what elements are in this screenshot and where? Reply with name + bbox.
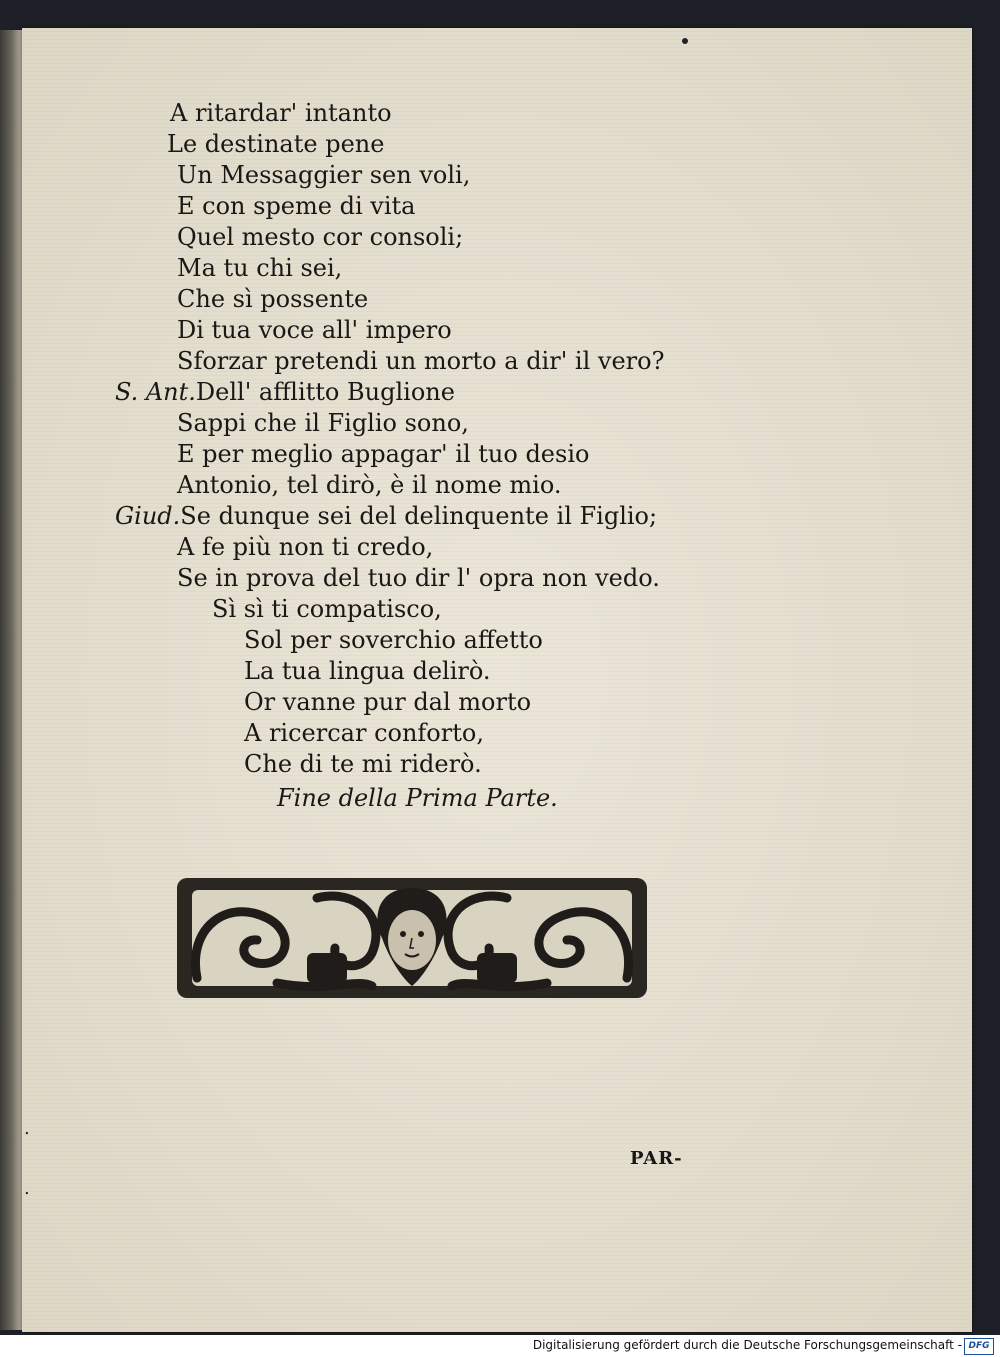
verse-line <box>22 98 972 129</box>
dfg-logo: DFG <box>964 1338 994 1355</box>
verse-line <box>22 656 972 687</box>
verse-line <box>22 532 972 563</box>
verse-line <box>22 687 972 718</box>
book-page <box>22 28 972 1332</box>
speaker-label: Giud. <box>115 502 181 530</box>
verse-text: Se in prova del tuo dir l' opra non vedo. <box>177 564 660 592</box>
verse-line <box>22 253 972 284</box>
verse-line <box>22 160 972 191</box>
verse-line <box>22 594 972 625</box>
end-of-part-title: Fine della Prima Parte. <box>277 784 558 812</box>
catchword: PAR- <box>630 1148 683 1169</box>
funding-credit: Digitalisierung gefördert durch die Deutsche Forschungsgemeinschaft - <box>532 1338 962 1352</box>
verse-line <box>22 284 972 315</box>
verse-text: Ma tu chi sei, <box>177 254 343 282</box>
verse-line <box>22 129 972 160</box>
verse-text: Un Messaggier sen voli, <box>177 161 471 189</box>
verse-line <box>22 439 972 470</box>
verse-line <box>22 408 972 439</box>
verse-line <box>22 346 972 377</box>
verse-text: Che sì possente <box>177 285 369 313</box>
verse-line <box>22 749 972 780</box>
verse-line <box>22 501 972 532</box>
verse-text: Sappi che il Figlio sono, <box>177 409 469 437</box>
verse-text: La tua lingua delirò. <box>244 657 491 685</box>
verse-text: E con speme di vita <box>177 192 416 220</box>
verse-line <box>22 377 972 408</box>
verse-text: Dell' afflitto Buglione <box>195 378 455 406</box>
digitization-footer <box>0 1335 1000 1357</box>
verse-text: Le destinate pene <box>167 130 385 158</box>
verse-line <box>22 625 972 656</box>
verse-line <box>22 191 972 222</box>
margin-bleed-mark: . <box>24 1178 30 1199</box>
verse-text: A ritardar' intanto <box>170 99 392 127</box>
verse-text: Or vanne pur dal morto <box>244 688 532 716</box>
verse-text: Sol per soverchio affetto <box>244 626 543 654</box>
verse-text: Sforzar pretendi un morto a dir' il vero? <box>177 347 665 375</box>
verse-line <box>22 470 972 501</box>
verse-line <box>22 563 972 594</box>
verse-text: Quel mesto cor consoli; <box>177 223 464 251</box>
ink-mark <box>682 38 688 44</box>
verse-text: Sì sì ti compatisco, <box>212 595 442 623</box>
verse-line <box>22 718 972 749</box>
verse-text: A fe più non ti credo, <box>177 533 434 561</box>
verse-line <box>22 315 972 346</box>
verse-line <box>22 222 972 253</box>
woodcut-ornament <box>157 858 667 1008</box>
margin-bleed-mark: . <box>24 1118 30 1139</box>
verse-text: A ricercar conforto, <box>244 719 484 747</box>
verse-text: E per meglio appagar' il tuo desio <box>177 440 590 468</box>
verse-text: Di tua voce all' impero <box>177 316 452 344</box>
verse-text: Antonio, tel dirò, è il nome mio. <box>177 471 562 499</box>
speaker-label: S. Ant. <box>115 378 196 406</box>
verse-text: Che di te mi riderò. <box>244 750 482 778</box>
verse-text: Se dunque sei del delinquente il Figlio; <box>180 502 658 530</box>
